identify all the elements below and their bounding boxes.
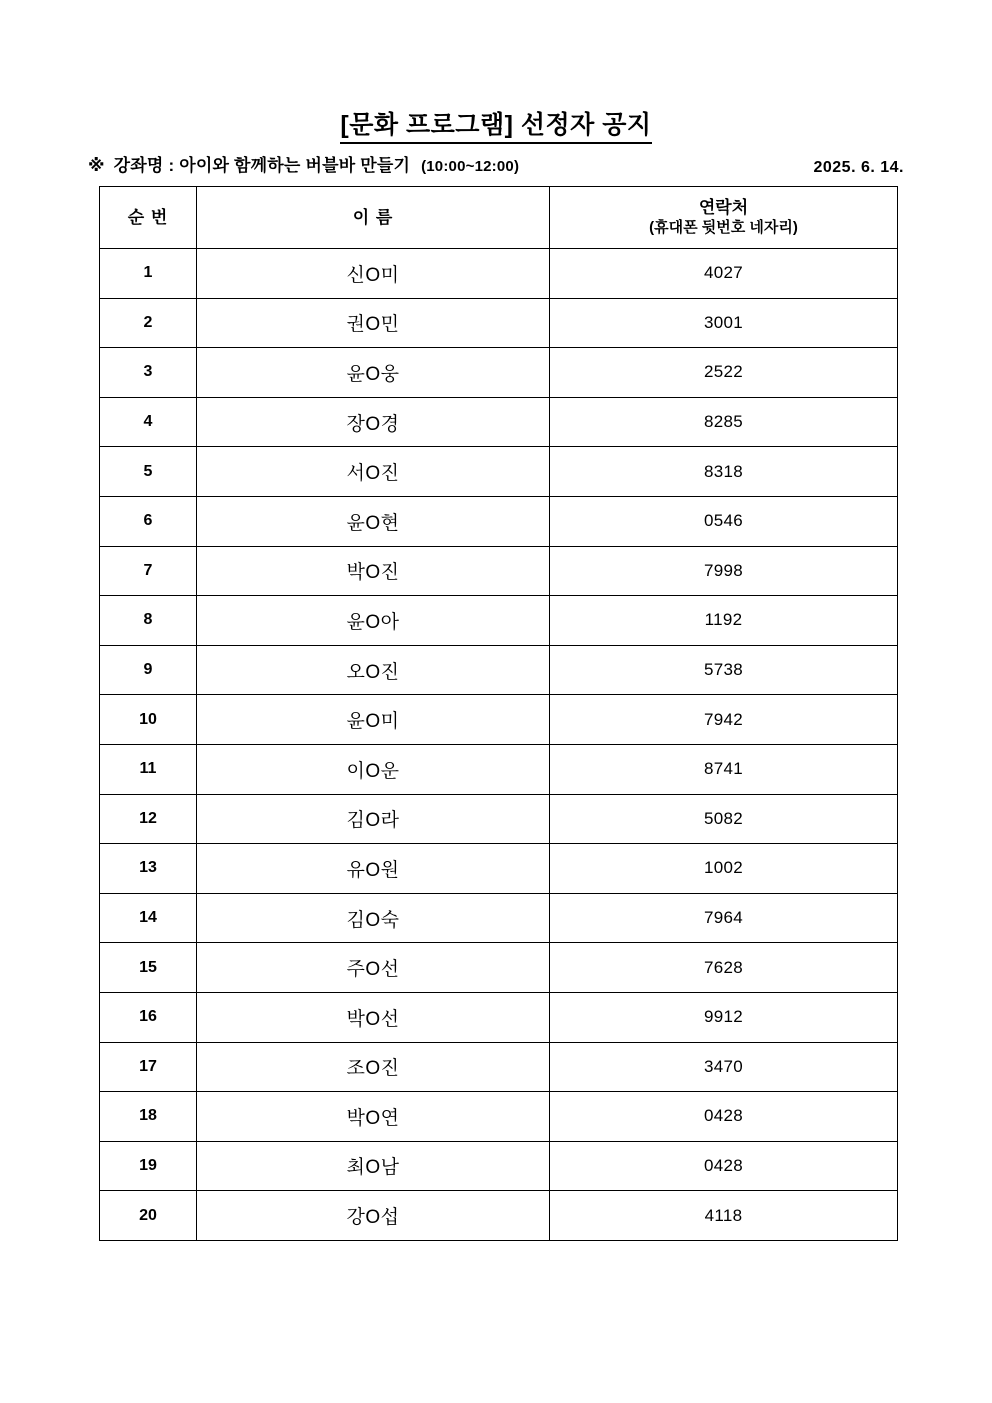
cell-phone: 8741 bbox=[550, 744, 898, 794]
table-row bbox=[100, 447, 898, 497]
cell-phone: 4027 bbox=[550, 249, 898, 299]
cell-name: 권O민 bbox=[197, 298, 550, 348]
cell-no: 18 bbox=[100, 1092, 197, 1142]
cell-phone: 7628 bbox=[550, 943, 898, 993]
cell-no: 2 bbox=[100, 298, 197, 348]
cell-no: 8 bbox=[100, 596, 197, 646]
cell-phone: 7998 bbox=[550, 546, 898, 596]
cell-name: 박O선 bbox=[197, 992, 550, 1042]
table-row bbox=[100, 893, 898, 943]
table-header-row bbox=[100, 187, 898, 249]
column-header-phone-main: 연락처 bbox=[698, 198, 749, 217]
column-header-no: 순 번 bbox=[100, 187, 197, 249]
column-header-name: 이 름 bbox=[197, 187, 550, 249]
cell-name: 강O섭 bbox=[197, 1191, 550, 1241]
table-row bbox=[100, 249, 898, 299]
table-row bbox=[100, 348, 898, 398]
roster-table bbox=[99, 186, 898, 1241]
cell-name: 윤O현 bbox=[197, 496, 550, 546]
cell-phone: 4118 bbox=[550, 1191, 898, 1241]
page-title bbox=[0, 110, 992, 144]
cell-name: 오O진 bbox=[197, 645, 550, 695]
cell-phone: 5082 bbox=[550, 794, 898, 844]
table-row bbox=[100, 496, 898, 546]
table-row bbox=[100, 397, 898, 447]
cell-phone: 2522 bbox=[550, 348, 898, 398]
reference-mark-icon: ※ bbox=[88, 156, 105, 175]
cell-phone: 1192 bbox=[550, 596, 898, 646]
cell-name: 서O진 bbox=[197, 447, 550, 497]
table-row bbox=[100, 1042, 898, 1092]
table-row bbox=[100, 744, 898, 794]
cell-phone: 8285 bbox=[550, 397, 898, 447]
cell-name: 윤O아 bbox=[197, 596, 550, 646]
table-row bbox=[100, 596, 898, 646]
cell-no: 10 bbox=[100, 695, 197, 745]
cell-name: 최O남 bbox=[197, 1141, 550, 1191]
table-row bbox=[100, 298, 898, 348]
cell-name: 이O운 bbox=[197, 744, 550, 794]
cell-no: 5 bbox=[100, 447, 197, 497]
table-row bbox=[100, 1141, 898, 1191]
cell-phone: 0428 bbox=[550, 1141, 898, 1191]
cell-phone: 3470 bbox=[550, 1042, 898, 1092]
cell-no: 7 bbox=[100, 546, 197, 596]
cell-no: 20 bbox=[100, 1191, 197, 1241]
table-row bbox=[100, 1191, 898, 1241]
cell-name: 김O숙 bbox=[197, 893, 550, 943]
cell-name: 주O선 bbox=[197, 943, 550, 993]
cell-no: 1 bbox=[100, 249, 197, 299]
cell-no: 4 bbox=[100, 397, 197, 447]
cell-phone: 7964 bbox=[550, 893, 898, 943]
cell-name: 조O진 bbox=[197, 1042, 550, 1092]
document-date: 2025. 6. 14. bbox=[813, 159, 904, 177]
cell-name: 박O연 bbox=[197, 1092, 550, 1142]
cell-phone: 9912 bbox=[550, 992, 898, 1042]
table-header bbox=[100, 187, 898, 249]
cell-name: 윤O미 bbox=[197, 695, 550, 745]
course-name: 아이와 함께하는 버블바 만들기 bbox=[179, 156, 411, 175]
cell-phone: 8318 bbox=[550, 447, 898, 497]
cell-no: 13 bbox=[100, 844, 197, 894]
table-row bbox=[100, 992, 898, 1042]
table-row bbox=[100, 794, 898, 844]
table-row bbox=[100, 1092, 898, 1142]
page-title-text: [문화 프로그램] 선정자 공지 bbox=[340, 110, 651, 144]
cell-name: 윤O웅 bbox=[197, 348, 550, 398]
cell-no: 19 bbox=[100, 1141, 197, 1191]
table-row bbox=[100, 943, 898, 993]
cell-no: 9 bbox=[100, 645, 197, 695]
table-body bbox=[100, 249, 898, 1241]
cell-no: 6 bbox=[100, 496, 197, 546]
cell-phone: 3001 bbox=[550, 298, 898, 348]
subtitle-row bbox=[88, 155, 904, 177]
cell-phone: 0546 bbox=[550, 496, 898, 546]
cell-phone: 7942 bbox=[550, 695, 898, 745]
cell-no: 14 bbox=[100, 893, 197, 943]
cell-no: 16 bbox=[100, 992, 197, 1042]
cell-no: 15 bbox=[100, 943, 197, 993]
table-row bbox=[100, 546, 898, 596]
cell-phone: 1002 bbox=[550, 844, 898, 894]
cell-no: 12 bbox=[100, 794, 197, 844]
column-header-phone bbox=[550, 187, 898, 249]
roster-table-container bbox=[99, 186, 897, 1241]
cell-name: 박O진 bbox=[197, 546, 550, 596]
cell-no: 17 bbox=[100, 1042, 197, 1092]
course-time: (10:00~12:00) bbox=[421, 158, 520, 175]
course-label: 강좌명 : bbox=[113, 156, 175, 175]
cell-name: 신O미 bbox=[197, 249, 550, 299]
cell-name: 유O원 bbox=[197, 844, 550, 894]
cell-name: 김O라 bbox=[197, 794, 550, 844]
cell-no: 3 bbox=[100, 348, 197, 398]
column-header-phone-sub: (휴대폰 뒷번호 네자리) bbox=[649, 219, 798, 237]
cell-name: 장O경 bbox=[197, 397, 550, 447]
table-row bbox=[100, 645, 898, 695]
cell-no: 11 bbox=[100, 744, 197, 794]
table-row bbox=[100, 844, 898, 894]
cell-phone: 0428 bbox=[550, 1092, 898, 1142]
table-row bbox=[100, 695, 898, 745]
course-info bbox=[88, 155, 519, 177]
cell-phone: 5738 bbox=[550, 645, 898, 695]
